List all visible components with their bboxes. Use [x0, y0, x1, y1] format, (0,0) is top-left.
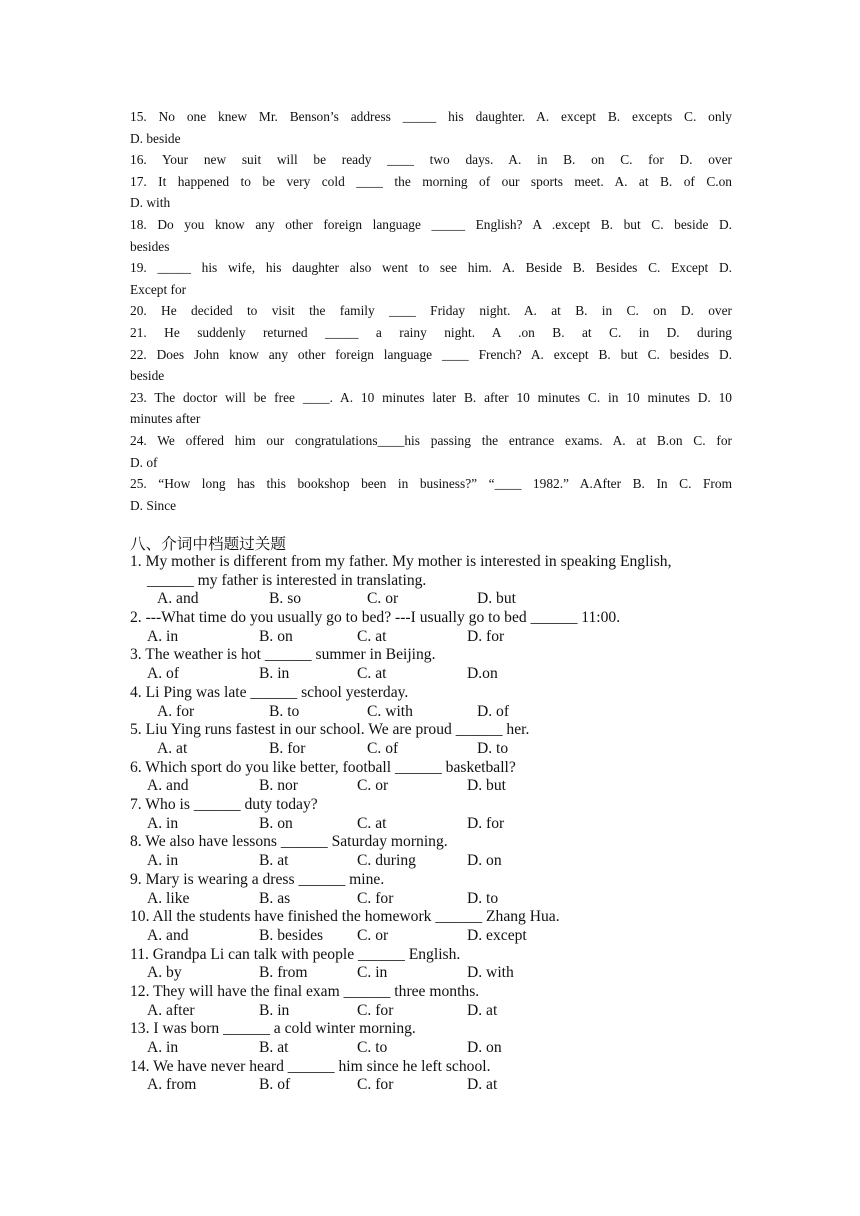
question-stem: 8. We also have lessons ______ Saturday morning. [130, 833, 448, 851]
answer-option: C. for [357, 1001, 394, 1019]
question-stem: 14. We have never heard ______ him since he left school. [130, 1057, 491, 1075]
question-item [130, 833, 750, 870]
options-row [130, 1002, 750, 1021]
options-row [130, 1076, 750, 1095]
answer-option: B. on [259, 814, 293, 832]
question-item [130, 300, 732, 322]
question-item [130, 344, 732, 387]
answer-option: A. and [147, 777, 189, 795]
answer-option: D. on [467, 852, 502, 870]
question-text: 24. We offered him our congratulations____his passing the entrance exams. A. at B.on C. for [130, 432, 732, 448]
answer-option: C. with [367, 702, 413, 720]
question-item [130, 759, 750, 796]
answer-option: C. or [357, 926, 389, 944]
answer-option: C. for [357, 889, 394, 907]
question-text: 19. _____ his wife, his daughter also went to see him. A. Beside B. Besides C. Except D. [130, 260, 732, 276]
question-item [130, 871, 750, 908]
answer-option: C. at [357, 665, 387, 683]
question-text: 16. Your new suit will be ready ____ two days. A. in B. on C. for D. over [130, 152, 732, 168]
question-stem: 1. My mother is different from my father. My mother is interested in speaking English, [130, 553, 672, 570]
question-stem: 2. ---What time do you usually go to bed? ---I usually go to bed ______ 11:00. [130, 609, 621, 627]
answer-option: D. for [467, 627, 505, 645]
question-stem: 3. The weather is hot ______ summer in Beijing. [130, 646, 436, 664]
question-text: 18. Do you know any other foreign language _____ English? A .except B. but C. beside D. [130, 216, 732, 232]
answer-option: D. at [467, 1001, 498, 1019]
options-row [130, 1039, 750, 1058]
question-text: 20. He decided to visit the family ____ Friday night. A. at B. in C. on D. over [130, 303, 732, 319]
answer-option: C. for [357, 1076, 394, 1094]
question-item [130, 609, 750, 646]
question-item [130, 721, 750, 758]
answer-option: D. to [477, 739, 509, 757]
options-row [130, 927, 750, 946]
question-item [130, 646, 750, 683]
answer-option: B. on [259, 627, 293, 645]
question-text: 22. Does John know any other foreign language ____ French? A. except B. but C. besides D. [130, 346, 732, 362]
question-item [130, 796, 750, 833]
question-item [130, 553, 750, 609]
answer-option: C. of [367, 739, 399, 757]
question-item [130, 1058, 750, 1095]
question-item [130, 214, 732, 257]
question-item [130, 473, 732, 516]
answer-option: B. nor [259, 777, 298, 795]
question-item [130, 946, 750, 983]
options-row [130, 815, 750, 834]
answer-option: A. in [147, 627, 179, 645]
options-row [130, 964, 750, 983]
options-row [130, 777, 750, 796]
question-item [130, 257, 732, 300]
answer-option: D. on [467, 1039, 502, 1057]
options-row [130, 740, 750, 759]
answer-option: A. in [147, 1039, 179, 1057]
question-text: 17. It happened to be very cold ____ the morning of our sports meet. A. at B. of C.on [130, 173, 732, 189]
question-stem-continuation: ______ my father is interested in translating. [147, 571, 427, 589]
question-stem: 10. All the students have finished the homework ______ Zhang Hua. [130, 908, 560, 926]
answer-option: D.on [467, 665, 498, 683]
question-item [130, 106, 732, 149]
answer-option: C. in [357, 964, 388, 982]
answer-option: B. in [259, 665, 290, 683]
answer-option: B. as [259, 889, 291, 907]
answer-option: D. but [477, 590, 516, 608]
options-row [130, 665, 750, 684]
answer-option: A. in [147, 852, 179, 870]
answer-option: B. so [269, 590, 302, 608]
question-item [130, 1020, 750, 1057]
answer-option: A. and [157, 590, 199, 608]
question-item [130, 171, 732, 214]
options-row [130, 628, 750, 647]
question-text: 15. No one knew Mr. Benson’s address _____ his daughter. A. except B. excepts C. only [130, 109, 732, 124]
answer-option: A. by [147, 964, 182, 982]
answer-option: A. and [147, 926, 189, 944]
answer-option: B. at [259, 1039, 289, 1057]
answer-option: C. at [357, 627, 387, 645]
question-item [130, 908, 750, 945]
question-stem: 7. Who is ______ duty today? [130, 796, 318, 814]
answer-option: D. for [467, 814, 505, 832]
answer-option: B. from [259, 964, 308, 982]
options-row [130, 703, 750, 722]
exercise-section-2 [130, 553, 750, 1095]
answer-option: B. for [269, 739, 306, 757]
answer-option: C. during [357, 852, 416, 870]
question-stem: 6. Which sport do you like better, football ______ basketball? [130, 758, 516, 776]
question-continuation: minutes after [130, 411, 201, 427]
question-stem: 11. Grandpa Li can talk with people ______ English. [130, 945, 461, 963]
answer-option: A. like [147, 889, 190, 907]
answer-option: A. of [147, 665, 180, 683]
question-continuation: besides [130, 238, 170, 254]
question-continuation: D. beside [130, 130, 181, 146]
question-text: 21. He suddenly returned _____ a rainy night. A .on B. at C. in D. during [130, 324, 732, 340]
question-continuation: D. of [130, 454, 158, 470]
answer-option: B. in [259, 1001, 290, 1019]
options-row [130, 852, 750, 871]
answer-option: D. to [467, 889, 499, 907]
answer-option: C. or [367, 590, 399, 608]
answer-option: D. but [467, 777, 506, 795]
answer-option: A. at [157, 739, 188, 757]
exercise-section-1 [130, 106, 732, 516]
answer-option: A. after [147, 1001, 195, 1019]
question-text: 23. The doctor will be free ____. A. 10 minutes later B. after 10 minutes C. in 10 minutes D. 10 [130, 389, 732, 405]
question-continuation: D. with [130, 195, 171, 211]
answer-option: C. to [357, 1039, 388, 1057]
question-item [130, 684, 750, 721]
answer-option: B. of [259, 1076, 291, 1094]
answer-option: D. of [477, 702, 510, 720]
answer-option: C. at [357, 814, 387, 832]
question-stem: 4. Li Ping was late ______ school yesterday. [130, 683, 409, 701]
section-heading: 八、介词中档题过关题 [130, 535, 286, 553]
answer-option: B. besides [259, 926, 324, 944]
answer-option: B. to [269, 702, 300, 720]
question-item [130, 322, 732, 344]
answer-option: B. at [259, 852, 289, 870]
answer-option: D. except [467, 926, 527, 944]
question-continuation: beside [130, 368, 165, 384]
question-item [130, 983, 750, 1020]
options-row [130, 890, 750, 909]
question-text: 25. “How long has this bookshop been in business?” “____ 1982.” A.After B. In C. From [130, 476, 732, 492]
question-continuation: D. Since [130, 497, 177, 513]
question-item [130, 387, 732, 430]
question-continuation: Except for [130, 281, 187, 297]
options-row [130, 590, 750, 609]
question-stem: 12. They will have the final exam ______ three months. [130, 983, 480, 1000]
question-item [130, 430, 732, 473]
question-item [130, 149, 732, 171]
answer-option: A. from [147, 1076, 197, 1094]
question-stem: 9. Mary is wearing a dress ______ mine. [130, 870, 385, 888]
answer-option: C. or [357, 777, 389, 795]
question-stem: 5. Liu Ying runs fastest in our school. We are proud ______ her. [130, 721, 530, 739]
answer-option: D. with [467, 964, 514, 982]
answer-option: D. at [467, 1076, 498, 1094]
question-stem: 13. I was born ______ a cold winter morning. [130, 1020, 416, 1038]
answer-option: A. for [157, 702, 195, 720]
answer-option: A. in [147, 814, 179, 832]
